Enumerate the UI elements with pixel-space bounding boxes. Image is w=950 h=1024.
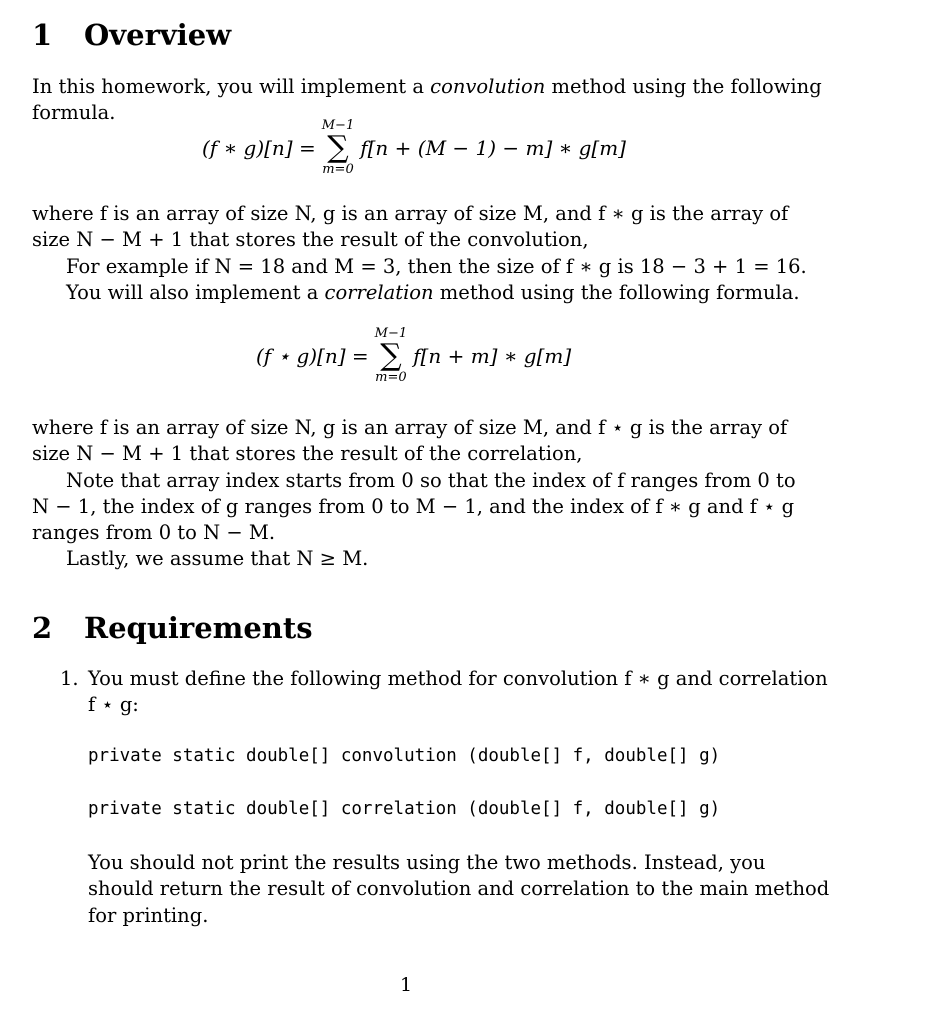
requirement-line-2: f ⋆ g:: [88, 693, 139, 717]
summation: [322, 118, 354, 178]
note-line-3: for printing.: [88, 903, 209, 927]
note-line-1: You should not print the results using the two methods. Instead, you: [88, 851, 766, 874]
correlation-intro-text: You will also implement a: [66, 280, 325, 304]
sum-lower-limit: m=0: [322, 162, 354, 177]
intro-text-end: method using the following: [545, 75, 822, 98]
list-item-number: 1.: [60, 667, 79, 690]
correlation-definition-paragraph: [32, 415, 796, 573]
equation-rhs: f[n + m] ∗ g[m]: [413, 344, 572, 368]
section-title: Requirements: [84, 611, 313, 645]
correlation-intro-text-end: method using the following formula.: [433, 280, 800, 304]
intro-line-2: formula.: [32, 101, 116, 125]
correlation-equation: [256, 326, 571, 386]
equation-lhs: (f ∗ g)[n] =: [202, 136, 316, 160]
index-note-line-1: Note that array index starts from 0 so that the index of f ranges from 0 to: [66, 468, 796, 492]
sum-upper-limit: M−1: [321, 118, 355, 133]
index-note-line-3: ranges from 0 to N − M.: [32, 521, 276, 545]
sum-upper-limit: M−1: [374, 326, 408, 341]
page-number: 1: [400, 974, 413, 996]
convolution-signature: private static double[] convolution (double[] f, double[] g): [88, 746, 721, 766]
example-line: For example if N = 18 and M = 3, then the size of f ∗ g is 18 − 3 + 1 = 16.: [66, 254, 807, 278]
summation: [375, 326, 407, 386]
emphasis-convolution: convolution: [430, 75, 546, 98]
equation-lhs: (f ⋆ g)[n] =: [256, 344, 369, 368]
convolution-definition-paragraph: [32, 201, 807, 306]
sigma-symbol: ∑: [327, 130, 349, 165]
printing-note-paragraph: [88, 850, 830, 929]
convolution-equation: [202, 118, 626, 178]
definition-line-2: size N − M + 1 that stores the result of the convolution,: [32, 228, 589, 252]
note-line-2: should return the result of convolution and correlation to the main method: [88, 877, 830, 901]
correlation-intro-line: [32, 280, 800, 306]
requirements-list-item: [60, 666, 828, 719]
emphasis-correlation: correlation: [324, 280, 434, 304]
correlation-signature: private static double[] correlation (double[] f, double[] g): [88, 799, 721, 819]
intro-line-1: [32, 74, 822, 100]
section-number: 1: [32, 18, 53, 52]
section-2-heading: [32, 611, 313, 645]
equation-rhs: f[n + (M − 1) − m] ∗ g[m]: [360, 136, 626, 160]
section-1-heading: [32, 18, 231, 52]
definition-line-1: where f is an array of size N, g is an array of size M, and f ⋆ g is the array of: [32, 416, 788, 439]
sum-lower-limit: m=0: [375, 370, 407, 385]
list-item-body: [88, 666, 828, 719]
index-note-line-2: N − 1, the index of g ranges from 0 to M − 1, and the index of f ∗ g and f ⋆ g: [32, 494, 795, 518]
assumption-line: Lastly, we assume that N ≥ M.: [66, 547, 369, 571]
section-title: Overview: [84, 18, 232, 52]
requirement-line-1: You must define the following method for convolution f ∗ g and correlation: [88, 667, 828, 690]
sigma-symbol: ∑: [380, 338, 402, 373]
intro-text: In this homework, you will implement a: [32, 75, 431, 98]
definition-line-2: size N − M + 1 that stores the result of the correlation,: [32, 442, 583, 466]
definition-line-1: where f is an array of size N, g is an array of size M, and f ∗ g is the array of: [32, 202, 789, 225]
section-number: 2: [32, 611, 53, 645]
